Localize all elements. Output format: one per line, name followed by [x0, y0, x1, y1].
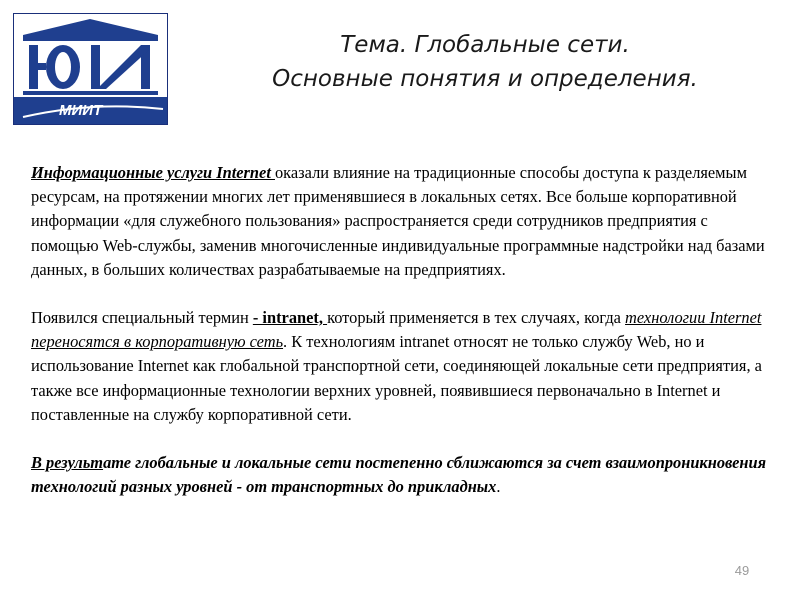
paragraph-2-intro: Появился специальный термин	[31, 308, 253, 328]
paragraph-1-text: оказали влияние на традиционные способы доступа к разделяемым ресурсам, на протяжении многих лет применявшиеся в локальных сетях. Все больше корпоративной информации «для служебного пользования» распространяется среди сотрудников предприятия с помощью Web-службы, заменив многочисленные индивидуальные программные надстройки над базами данных, в больших количествах разрабатываемые на предприятиях.	[31, 163, 765, 279]
title-line-2: Основные понятия и определения.	[272, 66, 698, 92]
slide-body	[31, 161, 776, 523]
title-line-1: Тема. Глобальные сети.	[340, 32, 630, 58]
intranet-definition: технологии Internet переносятся в корпоративную сеть	[31, 308, 762, 352]
page-number: 49	[734, 563, 750, 578]
paragraph-3-text: ате глобальные и локальные сети постепенно сближаются за счет взаимопроникновения технологий разных уровней - от транспортных до прикладных	[31, 453, 767, 497]
result-lead: В результ	[31, 453, 104, 473]
miit-logo	[13, 13, 168, 125]
paragraph-internet-services	[31, 161, 776, 282]
paragraph-intranet	[31, 306, 776, 427]
internet-services-lead: Информационные услуги Internet	[31, 163, 275, 182]
page-title	[200, 28, 770, 96]
paragraph-2-mid: который применяется в тех случаях, когда	[327, 308, 626, 328]
paragraph-2-text: . К технологиям intranet относят не только службу Web, но и использование Internet как глобальной транспортной сети, соединяющей локальные сети предприятия, а также все информационные технологии верхних уровней, появившиеся первоначально в Internet и поставленные на службу корпоративной сети.	[31, 332, 762, 424]
paragraph-3-end: .	[496, 477, 501, 497]
intranet-term: - intranet,	[252, 308, 328, 328]
paragraph-result	[31, 451, 776, 499]
logo-wordmark: МИИТ	[59, 102, 103, 119]
